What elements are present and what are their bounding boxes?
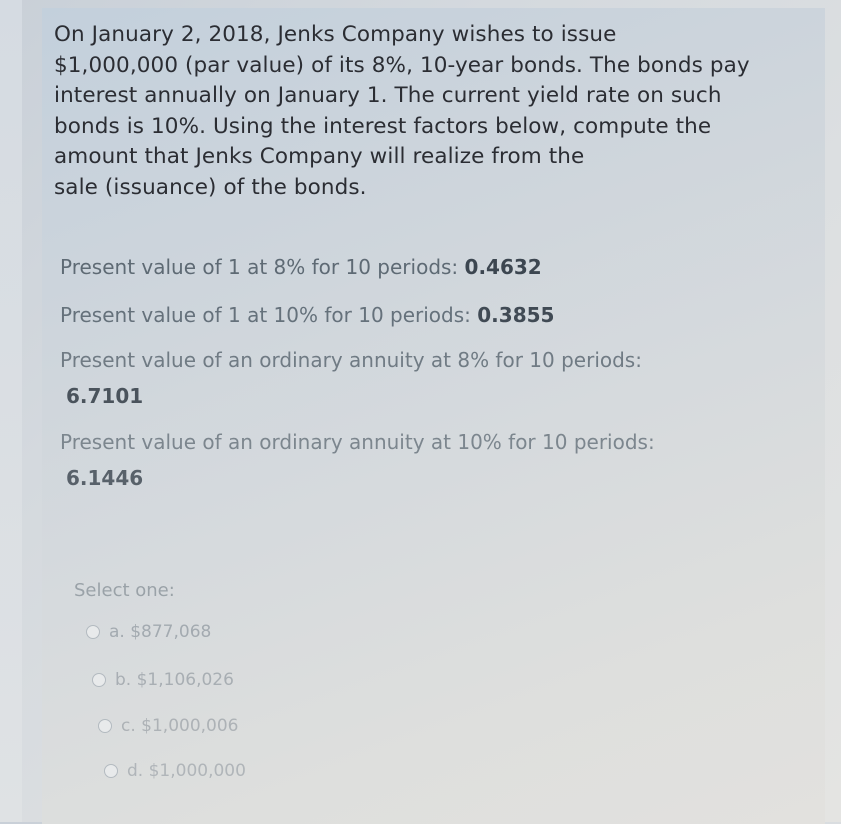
page-margin	[0, 0, 22, 822]
interest-factor-annuity-10-label	[60, 427, 655, 457]
factor-label: Present value of 1 at 10% for 10 periods:	[60, 303, 471, 327]
radio-button-icon[interactable]	[86, 625, 100, 639]
answer-option-label: a. $877,068	[109, 622, 212, 642]
interest-factor-annuity-10-value	[66, 463, 143, 493]
factor-value: 0.4632	[464, 255, 542, 279]
answer-option-d[interactable]	[104, 759, 246, 783]
interest-factor-pv-8	[60, 252, 542, 282]
radio-button-icon[interactable]	[98, 719, 112, 733]
question-line: bonds is 10%. Using the interest factors below, compute the	[54, 113, 712, 139]
answer-option-label: d. $1,000,000	[127, 761, 246, 781]
factor-label: Present value of 1 at 8% for 10 periods:	[60, 255, 459, 279]
question-line: sale (issuance) of the bonds.	[54, 174, 367, 200]
interest-factor-pv-10	[60, 300, 554, 330]
factor-label: Present value of an ordinary annuity at 10% for 10 periods:	[60, 430, 655, 454]
answer-option-label: c. $1,000,006	[121, 716, 239, 736]
question-text	[54, 20, 784, 203]
radio-button-icon[interactable]	[104, 764, 118, 778]
select-one-prompt: Select one:	[74, 580, 175, 601]
question-line: interest annually on January 1. The current yield rate on such	[54, 83, 722, 108]
answer-option-label: b. $1,106,026	[115, 670, 234, 690]
interest-factor-annuity-8-value	[66, 381, 143, 411]
question-line: On January 2, 2018, Jenks Company wishes to issue	[54, 22, 617, 47]
radio-button-icon[interactable]	[92, 673, 106, 687]
question-line: $1,000,000 (par value) of its 8%, 10-year bonds. The bonds pay	[54, 52, 750, 78]
answer-option-a[interactable]	[86, 620, 211, 644]
factor-value: 6.1446	[66, 466, 144, 490]
answer-option-c[interactable]	[98, 714, 239, 738]
answer-option-b[interactable]	[92, 668, 234, 692]
factor-value: 6.7101	[66, 384, 144, 408]
factor-value: 0.3855	[477, 303, 555, 327]
factor-label: Present value of an ordinary annuity at 8% for 10 periods:	[60, 348, 642, 372]
question-line: amount that Jenks Company will realize from the	[54, 144, 585, 169]
interest-factor-annuity-8-label	[60, 345, 642, 375]
